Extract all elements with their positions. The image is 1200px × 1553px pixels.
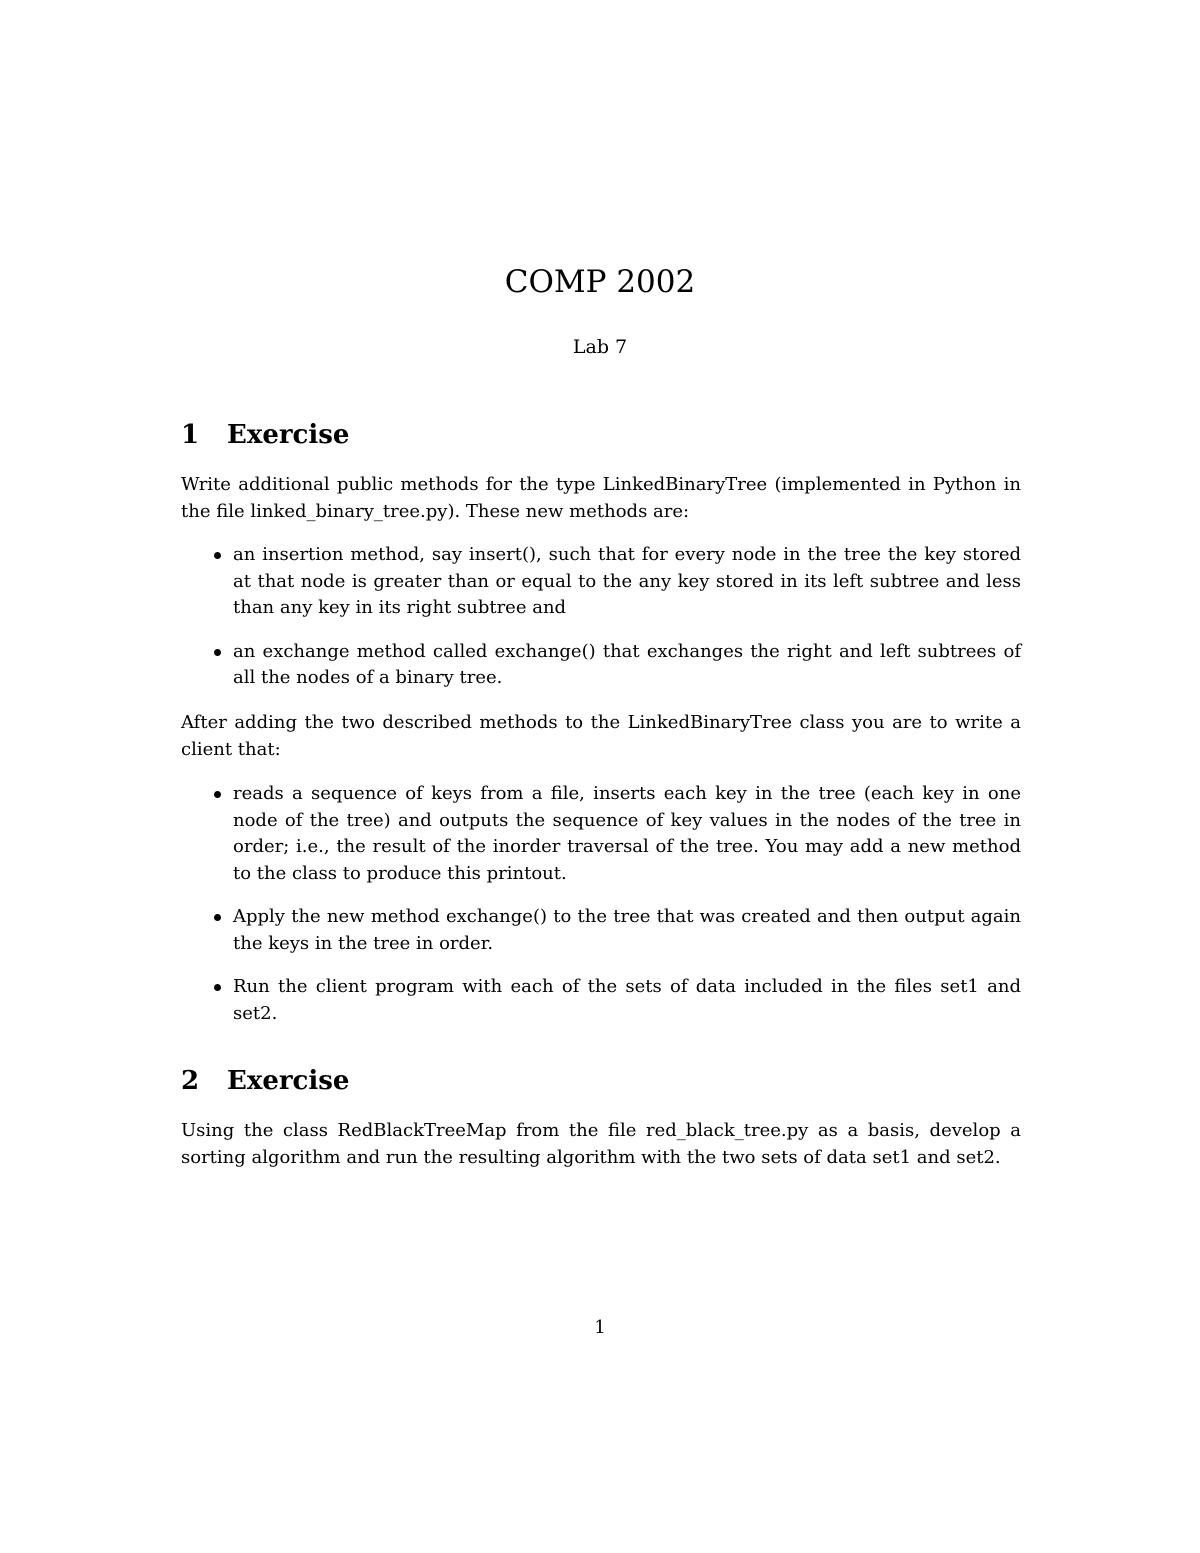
section-1-heading [181, 418, 349, 452]
section-1-method-list [181, 542, 1021, 692]
section-2-body: Using the class RedBlackTreeMap from the file red_black_tree.py as a basis, develop a sorting algorithm and run the resulting algorithm with the two sets of data set1 and set2. [181, 1120, 1021, 1168]
list-item [181, 781, 1021, 887]
section-1-client-list [181, 781, 1021, 1027]
document-title: COMP 2002 [504, 264, 696, 300]
bullet-icon [214, 649, 221, 656]
list-item [181, 974, 1021, 1027]
list-item-text: an exchange method called exchange() that exchanges the right and left subtrees of all the nodes of a binary tree. [233, 640, 1021, 688]
list-item-text: an insertion method, say insert(), such that for every node in the tree the key stored at that node is greater than or equal to the any key stored in its left subtree and less than any key in its right subtree and [233, 544, 1021, 618]
list-item [181, 542, 1021, 622]
section-2-title: Exercise [227, 1066, 350, 1096]
section-1-title: Exercise [227, 420, 350, 450]
document-subtitle: Lab 7 [572, 336, 628, 358]
section-1-intro: Write additional public methods for the type LinkedBinaryTree (implemented in Python in the file linked_binary_tree.py). These new methods are: [181, 474, 1021, 522]
list-item-text: Run the client program with each of the sets of data included in the files set1 and set2. [233, 976, 1021, 1024]
bullet-icon [214, 791, 221, 798]
list-item-text: reads a sequence of keys from a file, inserts each key in the tree (each key in one node of the tree) and outputs the sequence of key values in the nodes of the tree in order; i.e., the result of the inorder traversal of the tree. You may add a new method to the class to produce this printout. [233, 783, 1021, 884]
section-1-middle: After adding the two described methods to the LinkedBinaryTree class you are to write a client that: [181, 712, 1021, 760]
list-item-text: Apply the new method exchange() to the tree that was created and then output again the keys in the tree in order. [233, 906, 1021, 954]
page-number: 1 [594, 1317, 606, 1338]
section-1-number: 1 [181, 420, 200, 450]
bullet-icon [214, 914, 221, 921]
list-item [181, 904, 1021, 957]
bullet-icon [214, 552, 221, 559]
section-2-heading [181, 1064, 349, 1098]
section-2-number: 2 [181, 1066, 200, 1096]
list-item [181, 639, 1021, 692]
bullet-icon [214, 984, 221, 991]
